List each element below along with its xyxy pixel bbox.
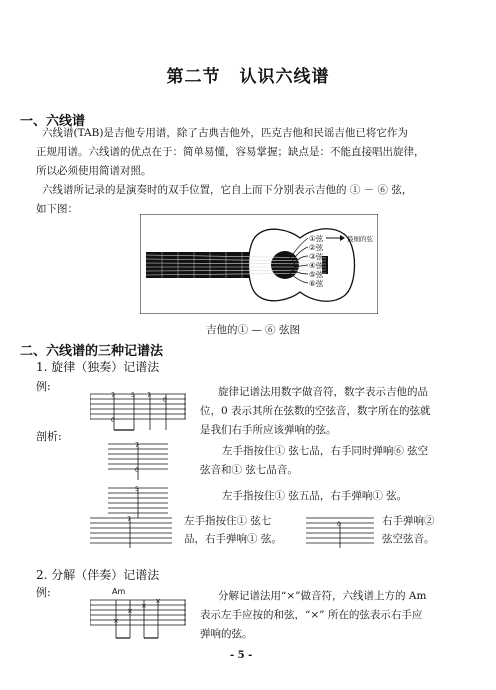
paragraph-line: 是我们右手所应该弹响的弦。 xyxy=(200,424,337,436)
string-label-1: ①弦 xyxy=(309,234,324,243)
svg-text:0: 0 xyxy=(135,467,139,474)
example-label: 例: xyxy=(36,380,51,393)
string-label-4: ④弦 xyxy=(309,261,324,270)
svg-text:5: 5 xyxy=(135,486,139,493)
svg-text:0: 0 xyxy=(163,397,167,404)
section-number: 第二节 xyxy=(166,67,221,87)
page-title xyxy=(0,62,496,87)
svg-text:×: × xyxy=(141,602,147,610)
svg-text:0: 0 xyxy=(111,417,115,424)
paragraph-line: 右手弹响② xyxy=(382,515,435,527)
svg-text:0: 0 xyxy=(337,521,341,528)
section2-heading: 二、六线谱的三种记谱法 xyxy=(20,344,164,359)
guitar-body xyxy=(249,229,355,301)
paragraph-line: 表示左手应按的和弦，“×” 所在的弦表示右手应 xyxy=(200,609,423,621)
svg-text:×: × xyxy=(127,607,133,615)
tab-staff-analysis-3 xyxy=(90,514,172,550)
example-label: 例: xyxy=(36,586,51,599)
string-label-5: ⑤弦 xyxy=(309,270,324,279)
subsection2-heading: 2. 分解（伴奏）记谱法 xyxy=(36,568,160,582)
guitar-strings-figure xyxy=(140,214,378,314)
sound-hole xyxy=(271,251,299,279)
svg-text:7: 7 xyxy=(111,392,115,399)
svg-text:7: 7 xyxy=(147,392,151,399)
paragraph-line: 左手指按住① 弦七 xyxy=(184,515,272,527)
paragraph-line: 弹响的弦。 xyxy=(200,628,253,640)
svg-text:7: 7 xyxy=(127,516,131,523)
paragraph-line: 位，0 表示其所在弦数的空弦音，数字所在的弦就 xyxy=(200,405,431,417)
tab-staff-arpeggio xyxy=(90,584,186,644)
tab-staff-analysis-4 xyxy=(306,514,374,550)
section-title: 认识六线谱 xyxy=(239,67,330,87)
paragraph-line: 左手指按住① 弦五品，右手弹响① 弦。 xyxy=(222,490,408,502)
string-label-3: ③弦 xyxy=(309,252,324,261)
figure-caption: 吉他的① — ⑥ 弦图 xyxy=(206,324,301,336)
tab-staff-analysis-1 xyxy=(108,440,168,484)
paragraph-line: 旋律记谱法用数字做音符，数字表示吉他的品 xyxy=(218,386,428,398)
paragraph-line: 弦音和① 弦七品音。 xyxy=(200,464,298,476)
string-label-2: ②弦 xyxy=(309,243,324,252)
thinnest-string-label: 最细的弦 xyxy=(347,235,373,243)
paragraph-line: 分解记谱法用“×”做音符，六线谱上方的 Am xyxy=(218,590,427,602)
chord-name: Am xyxy=(112,587,126,596)
analysis-label: 剖析: xyxy=(36,430,62,443)
paragraph-line: 弦空弦音。 xyxy=(382,533,435,545)
svg-text:×: × xyxy=(155,597,161,605)
string-label-6: ⑥弦 xyxy=(309,279,324,288)
section1-heading: 一、六线谱 xyxy=(20,114,86,129)
svg-text:7: 7 xyxy=(135,442,139,449)
svg-text:×: × xyxy=(113,617,119,625)
paragraph-line: 品，右手弹响① 弦。 xyxy=(184,533,282,545)
paragraph-line: 左手指按住① 弦七品，右手同时弹响⑥ 弦空 xyxy=(222,445,429,457)
paragraph-line: 六线谱(TAB)是吉他专用谱，除了古典吉他外，匹克吉他和民谣吉他已将它作为 xyxy=(42,127,408,139)
tab-staff-example xyxy=(90,386,186,438)
paragraph-line: 六线谱所记录的是演奏时的双手位置，它自上而下分别表示吉他的 ① － ⑥ 弦， xyxy=(42,184,413,196)
paragraph-line: 所以必须使用简谱对照。 xyxy=(36,165,152,177)
svg-text:5: 5 xyxy=(131,392,135,399)
page-number: - 5 - xyxy=(230,650,253,661)
paragraph-line: 如下图： xyxy=(36,203,78,215)
paragraph-line: 正规用谱。六线谱的优点在于：简单易懂，容易掌握；缺点是：不能直接唱出旋律， xyxy=(36,146,425,158)
subsection1-heading: 1. 旋律（独奏）记谱法 xyxy=(36,360,160,374)
